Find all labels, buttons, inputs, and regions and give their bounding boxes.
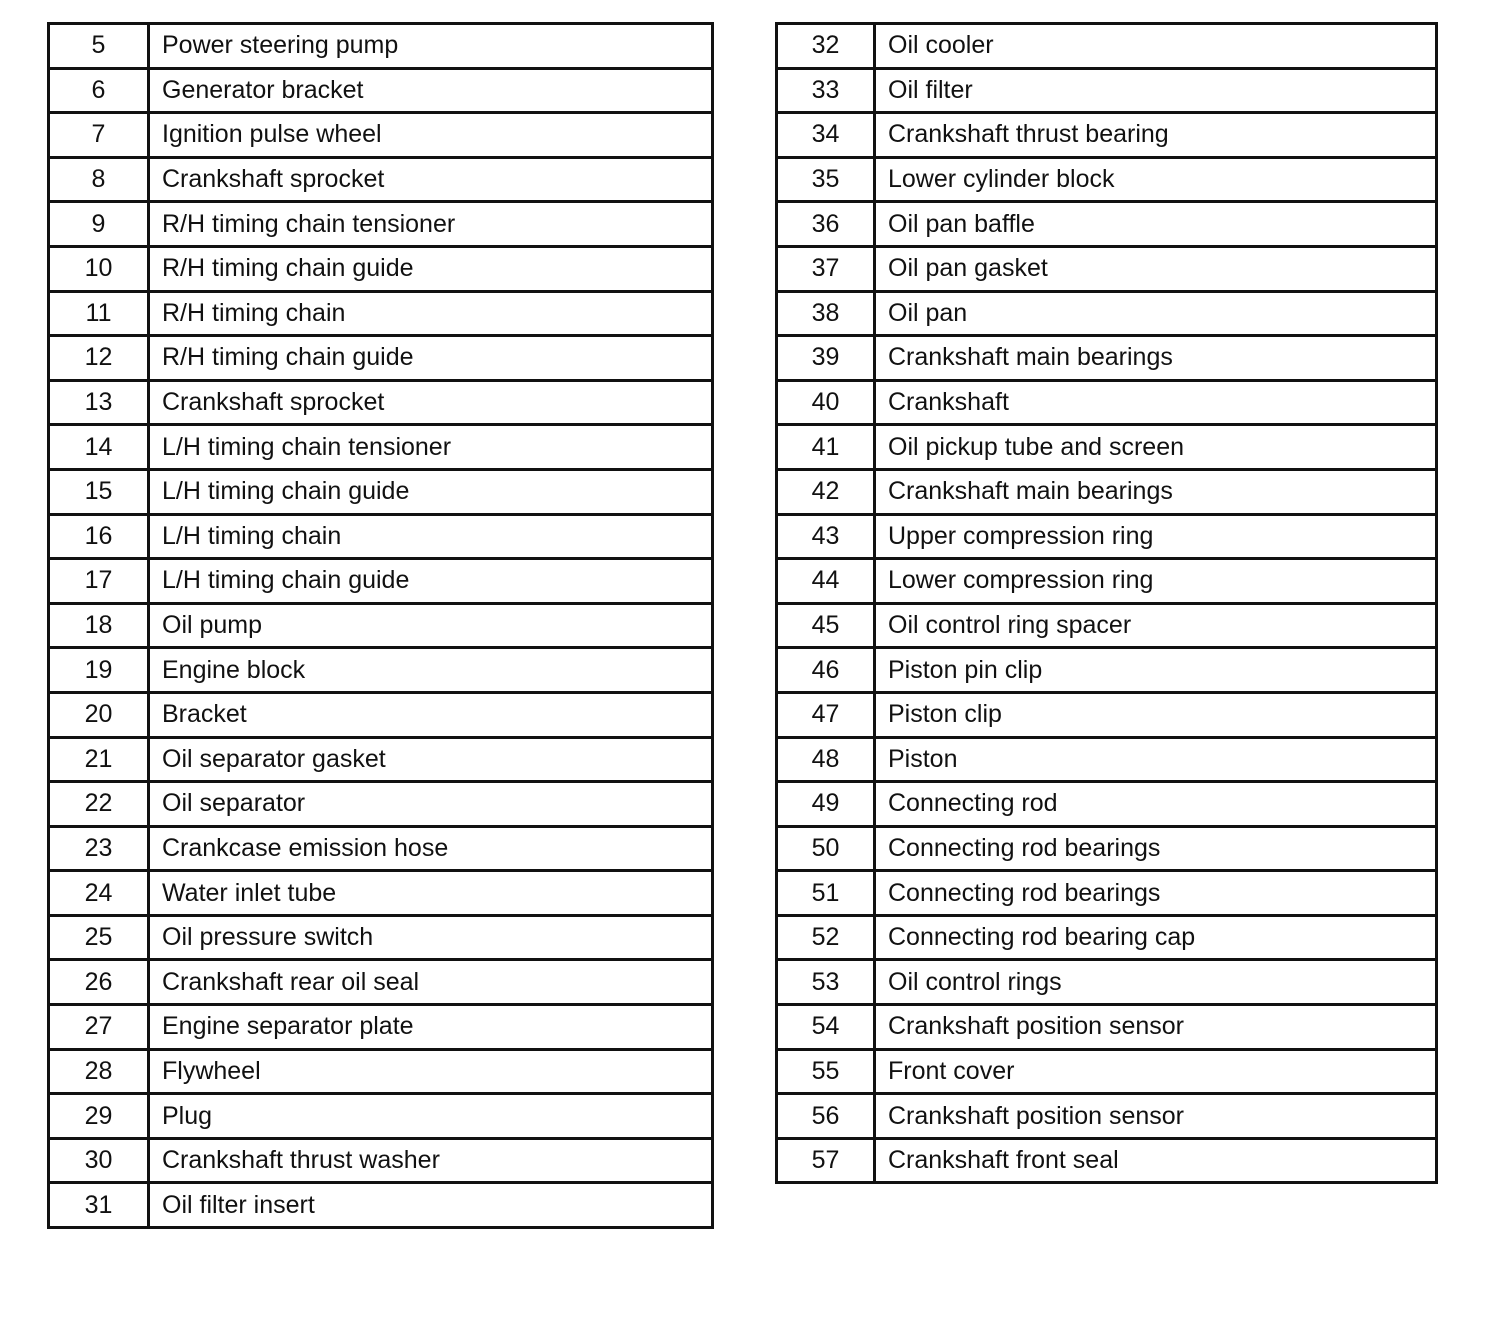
table-row bbox=[777, 692, 1437, 737]
part-description: Upper compression ring bbox=[875, 514, 1437, 559]
part-description: Lower cylinder block bbox=[875, 157, 1437, 202]
part-number: 38 bbox=[777, 291, 875, 336]
part-number: 15 bbox=[49, 469, 149, 514]
table-row bbox=[49, 915, 713, 960]
table-row bbox=[49, 960, 713, 1005]
part-description: Oil cooler bbox=[875, 24, 1437, 69]
table-row bbox=[777, 737, 1437, 782]
part-number: 21 bbox=[49, 737, 149, 782]
part-number: 48 bbox=[777, 737, 875, 782]
part-number: 57 bbox=[777, 1138, 875, 1183]
part-number: 45 bbox=[777, 603, 875, 648]
part-description: Connecting rod bbox=[875, 782, 1437, 827]
part-description: Power steering pump bbox=[149, 24, 713, 69]
part-description: Oil control rings bbox=[875, 960, 1437, 1005]
part-description: Oil separator gasket bbox=[149, 737, 713, 782]
part-description: R/H timing chain bbox=[149, 291, 713, 336]
part-number: 10 bbox=[49, 246, 149, 291]
part-number: 17 bbox=[49, 559, 149, 604]
table-row bbox=[49, 648, 713, 693]
table-row bbox=[49, 1049, 713, 1094]
part-description: Crankshaft front seal bbox=[875, 1138, 1437, 1183]
table-row bbox=[49, 782, 713, 827]
table-row bbox=[49, 469, 713, 514]
table-row bbox=[777, 291, 1437, 336]
table-row bbox=[777, 246, 1437, 291]
part-description: Crankshaft thrust bearing bbox=[875, 113, 1437, 158]
part-description: Crankshaft rear oil seal bbox=[149, 960, 713, 1005]
part-number: 12 bbox=[49, 336, 149, 381]
part-number: 33 bbox=[777, 68, 875, 113]
part-number: 36 bbox=[777, 202, 875, 247]
table-row bbox=[49, 1183, 713, 1228]
part-description: Crankshaft main bearings bbox=[875, 336, 1437, 381]
part-number: 34 bbox=[777, 113, 875, 158]
part-description: Crankshaft sprocket bbox=[149, 380, 713, 425]
table-row bbox=[49, 871, 713, 916]
part-description: Flywheel bbox=[149, 1049, 713, 1094]
part-description: Engine separator plate bbox=[149, 1005, 713, 1050]
part-description: Crankshaft main bearings bbox=[875, 469, 1437, 514]
part-description: Oil separator bbox=[149, 782, 713, 827]
part-number: 25 bbox=[49, 915, 149, 960]
part-description: Lower compression ring bbox=[875, 559, 1437, 604]
table-row bbox=[49, 692, 713, 737]
table-row bbox=[49, 425, 713, 470]
parts-legend-left-body bbox=[49, 24, 713, 1228]
parts-legend-table-left bbox=[47, 22, 714, 1229]
part-number: 14 bbox=[49, 425, 149, 470]
part-number: 22 bbox=[49, 782, 149, 827]
part-number: 6 bbox=[49, 68, 149, 113]
table-row bbox=[49, 202, 713, 247]
part-number: 53 bbox=[777, 960, 875, 1005]
part-description: Crankshaft bbox=[875, 380, 1437, 425]
table-row bbox=[777, 157, 1437, 202]
table-row bbox=[777, 559, 1437, 604]
table-row bbox=[49, 1005, 713, 1050]
part-description: Oil control ring spacer bbox=[875, 603, 1437, 648]
table-row bbox=[777, 782, 1437, 827]
parts-legend-table-right bbox=[775, 22, 1438, 1184]
part-description: Crankshaft position sensor bbox=[875, 1094, 1437, 1139]
table-row bbox=[49, 246, 713, 291]
part-number: 50 bbox=[777, 826, 875, 871]
table-row bbox=[777, 380, 1437, 425]
table-row bbox=[777, 826, 1437, 871]
part-number: 28 bbox=[49, 1049, 149, 1094]
table-row bbox=[49, 291, 713, 336]
part-description: Piston bbox=[875, 737, 1437, 782]
table-row bbox=[777, 1049, 1437, 1094]
part-description: Bracket bbox=[149, 692, 713, 737]
table-row bbox=[777, 648, 1437, 693]
part-number: 41 bbox=[777, 425, 875, 470]
table-row bbox=[777, 469, 1437, 514]
part-number: 18 bbox=[49, 603, 149, 648]
part-description: L/H timing chain guide bbox=[149, 469, 713, 514]
part-number: 19 bbox=[49, 648, 149, 693]
part-number: 37 bbox=[777, 246, 875, 291]
table-row bbox=[49, 1138, 713, 1183]
table-row bbox=[777, 425, 1437, 470]
part-description: Crankshaft thrust washer bbox=[149, 1138, 713, 1183]
part-description: Oil pressure switch bbox=[149, 915, 713, 960]
table-row bbox=[777, 603, 1437, 648]
part-description: Oil filter bbox=[875, 68, 1437, 113]
part-number: 7 bbox=[49, 113, 149, 158]
part-number: 23 bbox=[49, 826, 149, 871]
table-row bbox=[49, 113, 713, 158]
part-description: Oil pickup tube and screen bbox=[875, 425, 1437, 470]
part-description: Plug bbox=[149, 1094, 713, 1139]
part-description: Connecting rod bearings bbox=[875, 826, 1437, 871]
part-number: 52 bbox=[777, 915, 875, 960]
part-description: Connecting rod bearings bbox=[875, 871, 1437, 916]
part-description: Oil pump bbox=[149, 603, 713, 648]
part-description: Front cover bbox=[875, 1049, 1437, 1094]
part-number: 55 bbox=[777, 1049, 875, 1094]
table-row bbox=[777, 1138, 1437, 1183]
part-description: Engine block bbox=[149, 648, 713, 693]
part-number: 39 bbox=[777, 336, 875, 381]
part-description: Crankcase emission hose bbox=[149, 826, 713, 871]
part-number: 54 bbox=[777, 1005, 875, 1050]
part-description: Crankshaft sprocket bbox=[149, 157, 713, 202]
part-description: Oil pan gasket bbox=[875, 246, 1437, 291]
part-number: 11 bbox=[49, 291, 149, 336]
part-number: 24 bbox=[49, 871, 149, 916]
table-row bbox=[49, 68, 713, 113]
table-row bbox=[49, 514, 713, 559]
part-number: 51 bbox=[777, 871, 875, 916]
table-row bbox=[777, 1094, 1437, 1139]
part-description: Piston clip bbox=[875, 692, 1437, 737]
part-number: 8 bbox=[49, 157, 149, 202]
part-number: 44 bbox=[777, 559, 875, 604]
table-row bbox=[777, 336, 1437, 381]
part-description: Generator bracket bbox=[149, 68, 713, 113]
table-row bbox=[777, 915, 1437, 960]
table-row bbox=[777, 202, 1437, 247]
part-number: 13 bbox=[49, 380, 149, 425]
part-description: L/H timing chain bbox=[149, 514, 713, 559]
table-row bbox=[777, 1005, 1437, 1050]
table-row bbox=[49, 559, 713, 604]
part-number: 26 bbox=[49, 960, 149, 1005]
table-row bbox=[777, 68, 1437, 113]
table-row bbox=[777, 514, 1437, 559]
part-number: 29 bbox=[49, 1094, 149, 1139]
table-row bbox=[777, 960, 1437, 1005]
part-number: 47 bbox=[777, 692, 875, 737]
part-description: R/H timing chain tensioner bbox=[149, 202, 713, 247]
table-row bbox=[777, 871, 1437, 916]
part-description: Crankshaft position sensor bbox=[875, 1005, 1437, 1050]
part-description: Piston pin clip bbox=[875, 648, 1437, 693]
part-description: Ignition pulse wheel bbox=[149, 113, 713, 158]
part-number: 27 bbox=[49, 1005, 149, 1050]
part-number: 43 bbox=[777, 514, 875, 559]
part-number: 9 bbox=[49, 202, 149, 247]
part-description: Water inlet tube bbox=[149, 871, 713, 916]
part-number: 49 bbox=[777, 782, 875, 827]
table-row bbox=[777, 113, 1437, 158]
part-number: 42 bbox=[777, 469, 875, 514]
table-row bbox=[49, 1094, 713, 1139]
table-row bbox=[49, 737, 713, 782]
part-number: 35 bbox=[777, 157, 875, 202]
part-number: 30 bbox=[49, 1138, 149, 1183]
part-number: 40 bbox=[777, 380, 875, 425]
table-row bbox=[49, 24, 713, 69]
part-description: L/H timing chain tensioner bbox=[149, 425, 713, 470]
table-row bbox=[49, 336, 713, 381]
part-number: 31 bbox=[49, 1183, 149, 1228]
part-description: R/H timing chain guide bbox=[149, 336, 713, 381]
part-number: 56 bbox=[777, 1094, 875, 1139]
parts-legend-right-body bbox=[777, 24, 1437, 1183]
part-description: Oil pan bbox=[875, 291, 1437, 336]
table-row bbox=[49, 157, 713, 202]
table-row bbox=[49, 380, 713, 425]
part-description: Oil filter insert bbox=[149, 1183, 713, 1228]
part-description: L/H timing chain guide bbox=[149, 559, 713, 604]
table-row bbox=[777, 24, 1437, 69]
table-row bbox=[49, 826, 713, 871]
part-number: 16 bbox=[49, 514, 149, 559]
part-number: 5 bbox=[49, 24, 149, 69]
table-row bbox=[49, 603, 713, 648]
part-description: Connecting rod bearing cap bbox=[875, 915, 1437, 960]
part-number: 20 bbox=[49, 692, 149, 737]
part-description: Oil pan baffle bbox=[875, 202, 1437, 247]
part-number: 32 bbox=[777, 24, 875, 69]
part-number: 46 bbox=[777, 648, 875, 693]
part-description: R/H timing chain guide bbox=[149, 246, 713, 291]
